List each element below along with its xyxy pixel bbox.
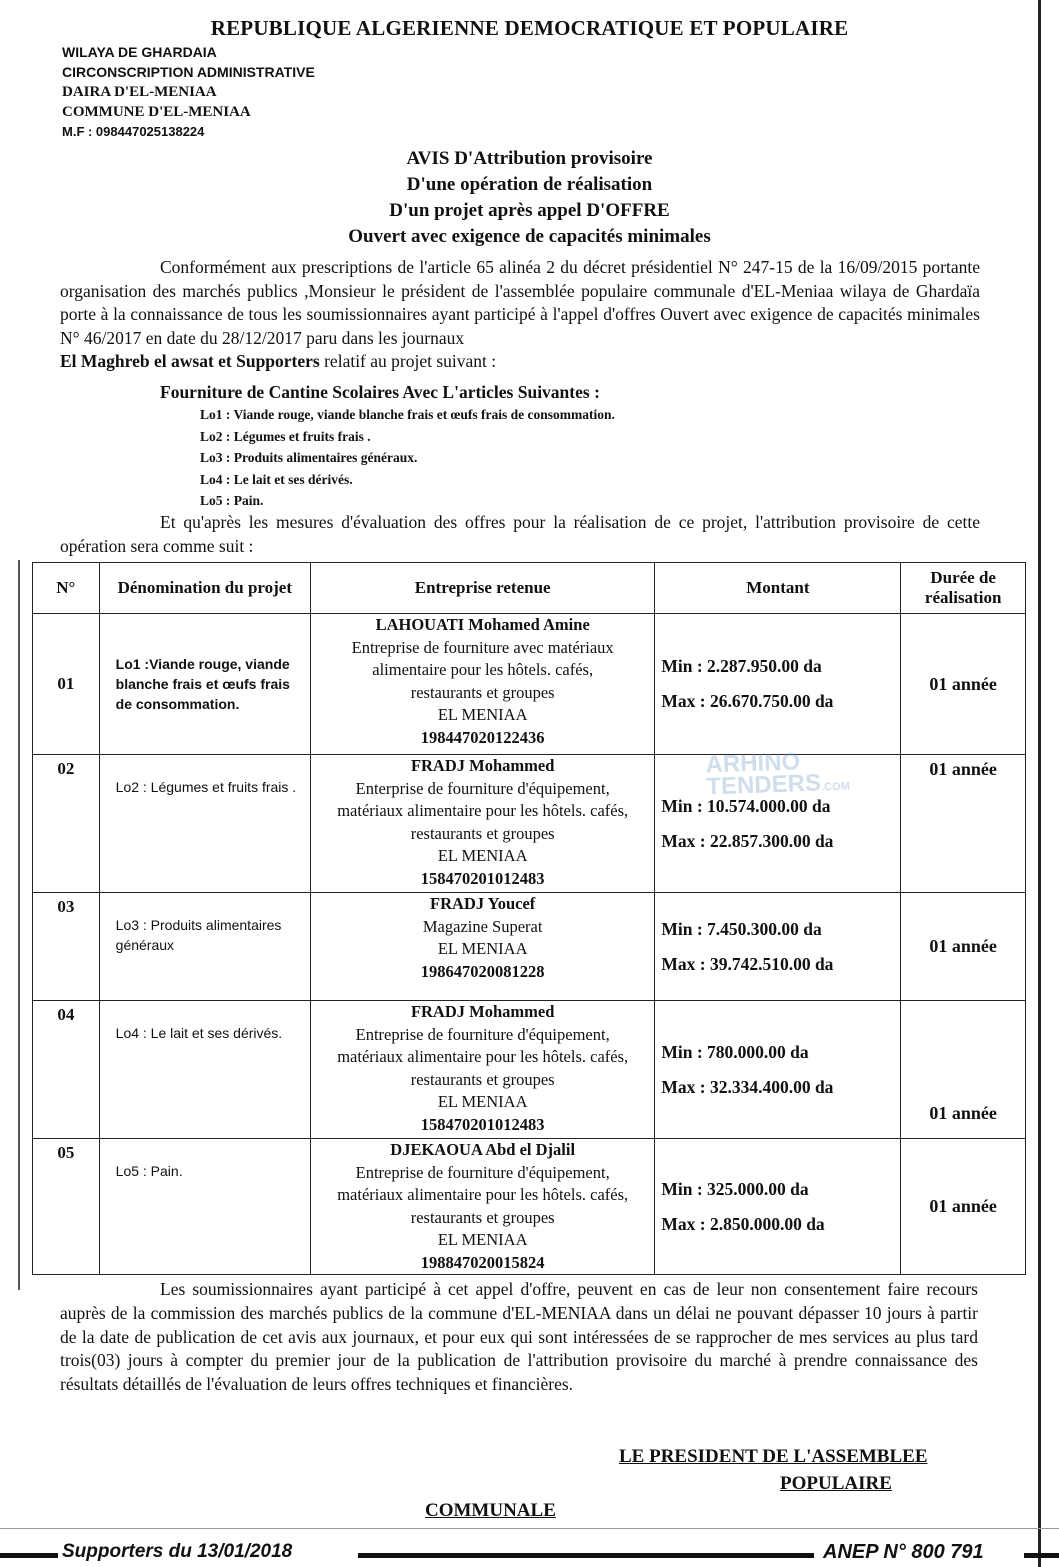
- row-denomination-text: Lo3 : Produits alimentaires généraux: [115, 917, 282, 953]
- row-denomination-text: Lo2 : Légumes et fruits frais .: [115, 779, 297, 795]
- table-row: [33, 1001, 1026, 1139]
- republic-heading: REPUBLIQUE ALGERIENNE DEMOCRATIQUE ET POPULAIRE: [210, 16, 849, 40]
- footer-anep: ANEP N° 800 791: [823, 1541, 984, 1563]
- entreprise-desc: Entreprise de fourniture d'équipement,: [355, 1024, 610, 1044]
- montant-min: Min : 780.000.00 da: [661, 1041, 809, 1062]
- entreprise-id: 198847020015824: [420, 1252, 545, 1272]
- entreprise-desc: matériaux alimentaire pour les hôtels. cafés,: [337, 1185, 629, 1204]
- row-no-text: 01: [57, 674, 75, 693]
- entreprise-location: EL MENIAA: [437, 846, 528, 865]
- entreprise-name: DJEKAOUA Abd el Djalil: [390, 1140, 576, 1159]
- bottom-divider: [0, 1528, 1059, 1529]
- entreprise-desc: restaurants et groupes: [410, 682, 555, 702]
- intro-text: Conformément aux prescriptions de l'article 65 alinéa 2 du décret présidentiel N° 247-15 de la 16/09/2015 portante organisation des marchés publics ,Monsieur le président de l'assemblée populaire communale d'EL-Meniaa wilaya de Ghardaïa porte à la connaissance de tous les soumissionnaires ayant participé à l'appel d'offres Ouvert avec exigence de capacités minimales N° 46/2017 en date du 28/12/2017 paru dans les journaux: [60, 257, 980, 348]
- entreprise-name: FRADJ Youcef: [430, 894, 536, 913]
- montant-max: Max : 26.670.750.00 da: [661, 691, 834, 711]
- attribution-table: [32, 562, 1026, 1275]
- montant-min: Min : 7.450.300.00 da: [661, 918, 822, 939]
- header-entreprise: Entreprise retenue: [310, 563, 654, 614]
- watermark-line2: TENDERS: [705, 769, 822, 801]
- montant-max: Max : 39.742.510.00 da: [661, 953, 834, 974]
- circonscription-line: CIRCONSCRIPTION ADMINISTRATIVE: [62, 64, 315, 80]
- row-no-text: 05: [57, 1143, 75, 1162]
- lot-item: Lo4 : Le lait et ses dérivés.: [200, 471, 353, 487]
- entreprise-id: 158470201012483: [420, 868, 545, 888]
- entreprise-desc: alimentaire pour les hôtels. cafés,: [372, 660, 594, 679]
- footer-publication: Supporters du 13/01/2018: [62, 1541, 293, 1562]
- row-duree: [901, 1139, 1026, 1275]
- entreprise-desc: restaurants et groupes: [410, 1207, 555, 1227]
- entreprise-desc: Entreprise de fourniture d'équipement,: [355, 1162, 610, 1182]
- table-row: [33, 755, 1026, 893]
- entreprise-name: FRADJ Mohammed: [410, 756, 555, 775]
- watermark-line1: ARHINO: [705, 748, 801, 779]
- signature-line-1: LE PRESIDENT DE L'ASSEMBLEE: [619, 1446, 928, 1467]
- signature-line-2: POPULAIRE: [780, 1473, 892, 1494]
- row-denomination: [99, 1001, 310, 1139]
- row-duree: [901, 755, 1026, 893]
- row-denomination: [99, 755, 310, 893]
- entreprise-desc: restaurants et groupes: [410, 823, 555, 843]
- row-montant: [655, 614, 901, 755]
- footer-rule-right: [1024, 1553, 1059, 1558]
- duree-text: 01 année: [929, 1196, 997, 1216]
- row-montant: [655, 1001, 901, 1139]
- intro-paragraph: [60, 256, 980, 374]
- table-row: [33, 614, 1026, 755]
- row-denomination: [99, 1139, 310, 1275]
- row-no-text: 04: [57, 1005, 75, 1024]
- header-montant: Montant: [655, 563, 901, 614]
- evaluation-text: Et qu'après les mesures d'évaluation des offres pour la réalisation de ce projet, l'attribution provisoire de cette opération sera comme suit :: [60, 512, 980, 556]
- row-entreprise: [310, 614, 654, 755]
- row-no: [33, 614, 100, 755]
- montant-min: Min : 325.000.00 da: [661, 1178, 809, 1199]
- title-line-2: D'une opération de réalisation: [406, 174, 653, 195]
- footer-rule-left: [0, 1553, 58, 1558]
- entreprise-id: 198647020081228: [420, 961, 545, 981]
- entreprise-desc: Magazine Superat: [422, 916, 543, 936]
- header-duree: [901, 563, 1026, 614]
- montant-max: Max : 2.850.000.00 da: [661, 1213, 825, 1234]
- commune-line: COMMUNE D'EL-MENIAA: [62, 104, 251, 120]
- header-duree-line2: réalisation: [924, 588, 1002, 607]
- header-no: N°: [33, 563, 100, 614]
- entreprise-location: EL MENIAA: [437, 1092, 528, 1111]
- row-montant: [655, 893, 901, 1001]
- signature-line-3: COMMUNALE: [425, 1500, 556, 1521]
- entreprise-desc: Entreprise de fourniture avec matériaux: [351, 637, 614, 657]
- header-duree-line1: Durée de: [930, 568, 996, 587]
- row-no-text: 02: [57, 759, 75, 778]
- row-entreprise: [310, 1139, 654, 1275]
- row-entreprise: [310, 893, 654, 1001]
- entreprise-name: FRADJ Mohammed: [410, 1002, 555, 1021]
- duree-text: 01 année: [929, 673, 997, 694]
- intro-journals: El Maghreb el awsat et Supporters: [60, 351, 320, 371]
- row-duree: [901, 893, 1026, 1001]
- lot-item: Lo3 : Produits alimentaires généraux.: [200, 450, 418, 465]
- montant-max: Max : 32.334.400.00 da: [661, 1076, 834, 1097]
- row-denomination: [99, 614, 310, 755]
- lot-item: Lo5 : Pain.: [200, 493, 264, 508]
- row-denomination-text: Lo4 : Le lait et ses dérivés.: [115, 1025, 283, 1041]
- lots-list: [200, 404, 615, 512]
- watermark-suffix: .COM: [820, 780, 851, 794]
- closing-paragraph: [60, 1278, 978, 1397]
- duree-text: 01 année: [929, 936, 997, 956]
- entreprise-id: 198447020122436: [420, 727, 545, 747]
- row-duree: [901, 1001, 1026, 1139]
- entreprise-desc: matériaux alimentaire pour les hôtels. cafés,: [337, 1047, 629, 1066]
- closing-text: Les soumissionnaires ayant participé à cet appel d'offre, peuvent en cas de leur non consentement faire recours auprès de la commission des marchés publics de la commune d'EL-MENIAA dans un délai ne pouvant dépasser 10 jours à partir de la date de publication de cet avis aux journaux, et pour eux qui sont intéressées de se rapprocher de mes services au plus tard trois(03) jours à compter du premier jour de la publication de l'attribution provisoire du marché à prendre connaissance des résultats détaillés de l'évaluation de leurs offres techniques et financières.: [60, 1279, 978, 1395]
- entreprise-desc: matériaux alimentaire pour les hôtels. cafés,: [337, 801, 629, 820]
- montant-min: Min : 2.287.950.00 da: [661, 656, 822, 676]
- title-line-3: D'un projet après appel D'OFFRE: [389, 200, 670, 221]
- row-montant: [655, 1139, 901, 1275]
- entreprise-desc: Enterprise de fourniture d'équipement,: [355, 778, 610, 798]
- title-line-1: AVIS D'Attribution provisoire: [406, 148, 653, 169]
- intro-journals-suffix: relatif au projet suivant :: [319, 351, 497, 371]
- entreprise-location: EL MENIAA: [437, 1230, 528, 1249]
- footer-rule: [358, 1553, 814, 1558]
- row-no: [33, 1001, 100, 1139]
- row-duree: [901, 614, 1026, 755]
- mf-line: M.F : 098447025138224: [62, 124, 205, 139]
- duree-text: 01 année: [929, 759, 997, 779]
- row-entreprise: [310, 755, 654, 893]
- table-row: [33, 893, 1026, 1001]
- row-no: [33, 1139, 100, 1275]
- entreprise-desc: restaurants et groupes: [410, 1069, 555, 1089]
- montant-min: Min : 10.574.000.00 da: [661, 795, 831, 816]
- lot-item: Lo1 : Viande rouge, viande blanche frais et œufs frais de consommation.: [200, 407, 615, 422]
- table-header-row: [33, 563, 1026, 614]
- header-denomination: Dénomination du projet: [99, 563, 310, 614]
- montant-max: Max : 22.857.300.00 da: [661, 830, 834, 851]
- notice-titles: [0, 146, 1059, 250]
- entreprise-name: LAHOUATI Mohamed Amine: [375, 615, 590, 634]
- evaluation-paragraph: [60, 511, 980, 558]
- watermark-logo: [705, 750, 850, 803]
- row-no: [33, 893, 100, 1001]
- supply-title: Fourniture de Cantine Scolaires Avec L'articles Suivantes :: [160, 382, 600, 402]
- duree-text: 01 année: [929, 1103, 997, 1123]
- entreprise-location: EL MENIAA: [437, 705, 528, 724]
- row-no: [33, 755, 100, 893]
- lot-item: Lo2 : Légumes et fruits frais .: [200, 428, 371, 444]
- title-line-4: Ouvert avec exigence de capacités minimales: [348, 226, 711, 247]
- row-no-text: 03: [57, 897, 75, 916]
- row-denomination-text: Lo1 :Viande rouge, viande blanche frais et œufs frais de consommation.: [115, 656, 290, 712]
- scan-margin-line: [18, 560, 20, 1290]
- row-entreprise: [310, 1001, 654, 1139]
- row-denomination-text: Lo5 : Pain.: [115, 1163, 183, 1179]
- row-denomination: [99, 893, 310, 1001]
- table-row: [33, 1139, 1026, 1275]
- wilaya-line: WILAYA DE GHARDAIA: [62, 44, 217, 60]
- daira-line: DAIRA D'EL-MENIAA: [62, 84, 217, 100]
- entreprise-id: 158470201012483: [420, 1114, 545, 1134]
- entreprise-location: EL MENIAA: [437, 939, 528, 958]
